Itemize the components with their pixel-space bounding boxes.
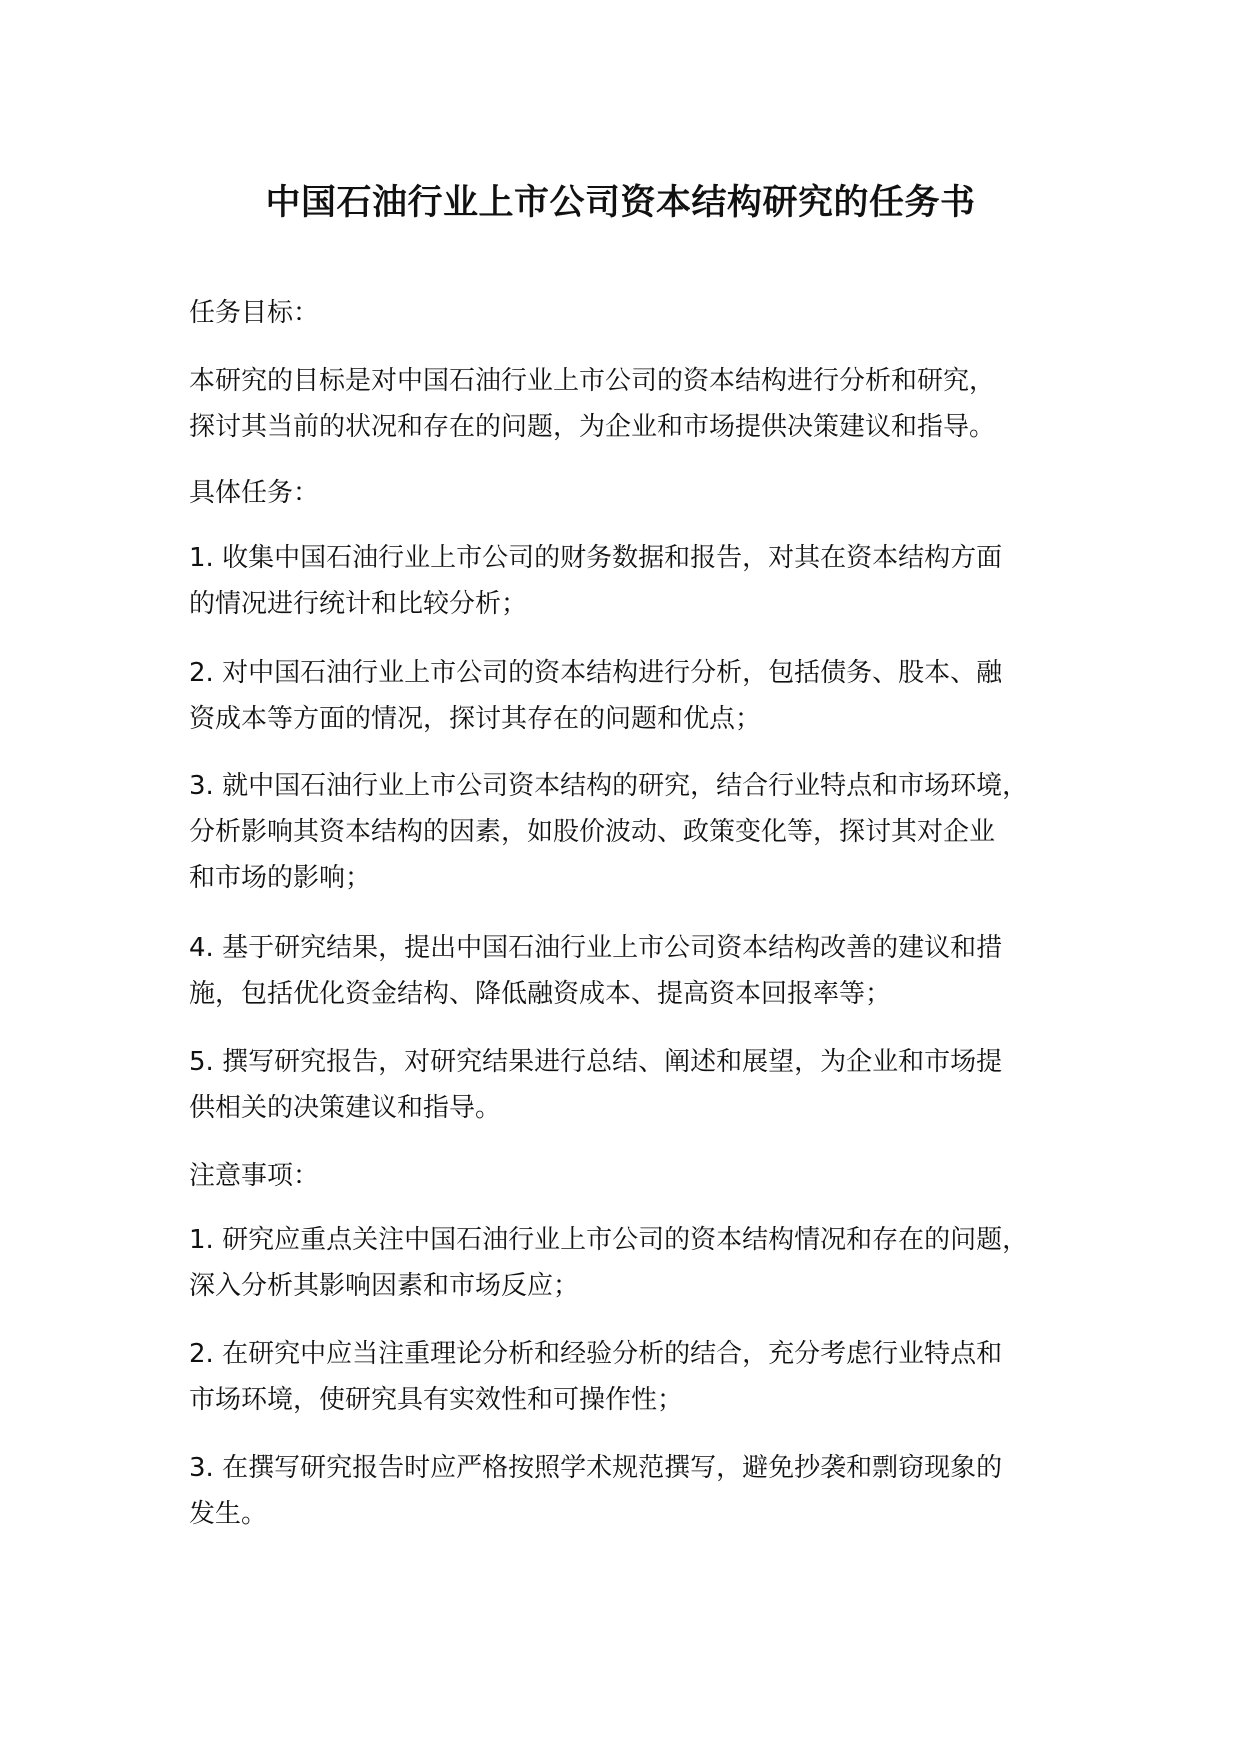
note-line: 2. 在研究中应当注重理论分析和经验分析的结合，充分考虑行业特点和 [189,1339,1003,1369]
task-item-3 [189,763,1089,901]
tasks-heading: 具体任务： [189,478,320,508]
document-title: 中国石油行业上市公司资本结构研究的任务书 [265,183,976,223]
objective-line: 探讨其当前的状况和存在的问题，为企业和市场提供决策建议和指导。 [189,412,996,442]
notes-heading: 注意事项： [189,1161,320,1191]
note-line: 发生。 [189,1499,268,1529]
task-item-2 [189,650,1089,742]
note-line: 市场环境，使研究具有实效性和可操作性； [189,1385,684,1415]
note-item-3 [189,1445,1089,1537]
objective-paragraph [189,358,1089,450]
note-line: 3. 在撰写研究报告时应严格按照学术规范撰写，避免抄袭和剽窃现象的 [189,1453,1003,1483]
note-line: 1. 研究应重点关注中国石油行业上市公司的资本结构情况和存在的问题， [189,1225,1029,1255]
task-line: 和市场的影响； [189,863,372,893]
task-line: 施，包括优化资金结构、降低融资成本、提高资本回报率等； [189,979,892,1009]
task-line: 5. 撰写研究报告，对研究结果进行总结、阐述和展望，为企业和市场提 [189,1047,1003,1077]
task-line: 资成本等方面的情况，探讨其存在的问题和优点； [189,704,762,734]
note-item-2 [189,1331,1089,1423]
note-line: 深入分析其影响因素和市场反应； [189,1271,580,1301]
task-line: 1. 收集中国石油行业上市公司的财务数据和报告，对其在资本结构方面 [189,543,1003,573]
note-item-1 [189,1217,1089,1309]
task-line: 供相关的决策建议和指导。 [189,1093,502,1123]
task-item-1 [189,535,1089,627]
task-item-4 [189,925,1089,1017]
task-line: 4. 基于研究结果，提出中国石油行业上市公司资本结构改善的建议和措 [189,933,1003,963]
task-line: 3. 就中国石油行业上市公司资本结构的研究，结合行业特点和市场环境， [189,771,1029,801]
task-line: 分析影响其资本结构的因素，如股价波动、政策变化等，探讨其对企业 [189,817,996,847]
objective-line: 本研究的目标是对中国石油行业上市公司的资本结构进行分析和研究， [189,366,996,396]
task-line: 2. 对中国石油行业上市公司的资本结构进行分析，包括债务、股本、融 [189,658,1003,688]
task-line: 的情况进行统计和比较分析； [189,589,528,619]
task-item-5 [189,1039,1089,1131]
objective-heading: 任务目标： [189,298,320,328]
